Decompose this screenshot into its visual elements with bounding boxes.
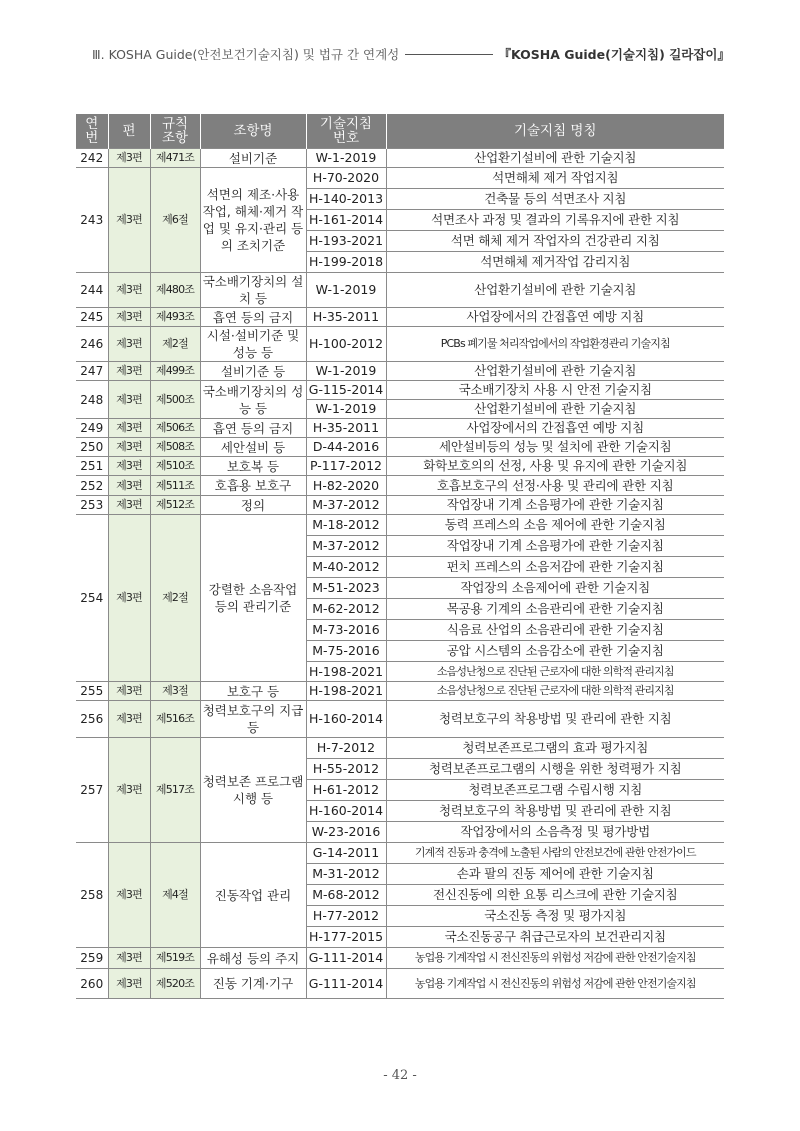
row-article-name: 설비기준 <box>200 149 306 168</box>
table-row <box>76 419 724 438</box>
row-article-name: 청력보존 프로그램 시행 등 <box>200 738 306 843</box>
guide-title: 소음성난청으로 진단된 근로자에 대한 의학적 관리지침 <box>386 662 724 682</box>
row-number: 254 <box>76 515 108 682</box>
row-number: 249 <box>76 419 108 438</box>
row-rule-article: 제506조 <box>150 419 200 438</box>
guide-title: 청력보존프로그램의 효과 평가지침 <box>386 738 724 759</box>
guide-number: G-111-2014 <box>306 948 386 969</box>
row-article-name: 보호복 등 <box>200 457 306 476</box>
row-number: 260 <box>76 969 108 999</box>
row-number: 248 <box>76 381 108 419</box>
row-number: 246 <box>76 327 108 362</box>
row-number: 242 <box>76 149 108 168</box>
row-rule-article: 제519조 <box>150 948 200 969</box>
row-article-name: 세안설비 등 <box>200 438 306 457</box>
col-header-guide-number: 기술지침 번호 <box>306 114 386 149</box>
row-article-name: 국소배기장치의 성능 등 <box>200 381 306 419</box>
guide-number: M-73-2016 <box>306 620 386 641</box>
guide-number: G-111-2014 <box>306 969 386 999</box>
guide-title: 산업환기설비에 관한 기술지침 <box>386 362 724 381</box>
row-rule-article: 제4절 <box>150 843 200 948</box>
guide-title: 화학보호의의 선정, 사용 및 유지에 관한 기술지침 <box>386 457 724 476</box>
guide-number: P-117-2012 <box>306 457 386 476</box>
guide-number: H-193-2021 <box>306 231 386 252</box>
guide-number: W-1-2019 <box>306 362 386 381</box>
row-rule-article: 제516조 <box>150 701 200 738</box>
col-header-article-name: 조항명 <box>200 114 306 149</box>
row-article-name: 흡연 등의 금지 <box>200 419 306 438</box>
guide-number: W-1-2019 <box>306 400 386 419</box>
row-pyeon: 제3편 <box>108 381 150 419</box>
row-rule-article: 제3절 <box>150 682 200 701</box>
row-article-name: 시설·설비기준 및 성능 등 <box>200 327 306 362</box>
row-article-name: 유해성 등의 주지 <box>200 948 306 969</box>
guide-number: H-77-2012 <box>306 906 386 927</box>
guide-number: M-62-2012 <box>306 599 386 620</box>
guide-number: M-18-2012 <box>306 515 386 536</box>
guide-number: H-55-2012 <box>306 759 386 780</box>
col-header-no: 연 번 <box>76 114 108 149</box>
row-article-name: 국소배기장치의 설치 등 <box>200 273 306 308</box>
header-book-title: 『KOSHA Guide(기술지침) 길라잡이』 <box>498 47 730 62</box>
guide-number: H-70-2020 <box>306 168 386 189</box>
row-pyeon: 제3편 <box>108 738 150 843</box>
row-number: 258 <box>76 843 108 948</box>
row-pyeon: 제3편 <box>108 168 150 273</box>
row-article-name: 호흡용 보호구 <box>200 476 306 496</box>
table-row <box>76 948 724 969</box>
guide-number: H-198-2021 <box>306 662 386 682</box>
row-rule-article: 제2절 <box>150 327 200 362</box>
guide-number: H-61-2012 <box>306 780 386 801</box>
guide-title: 청력보존프로그램 수립시행 지침 <box>386 780 724 801</box>
table-row <box>76 701 724 738</box>
guide-number: G-115-2014 <box>306 381 386 400</box>
guide-number: M-51-2023 <box>306 578 386 599</box>
guide-title: 국소배기장치 사용 시 안전 기술지침 <box>386 381 724 400</box>
header-section-title: Ⅲ. KOSHA Guide(안전보건기술지침) 및 법규 간 연계성 <box>92 47 400 62</box>
row-rule-article: 제510조 <box>150 457 200 476</box>
guide-title: 소음성난청으로 진단된 근로자에 대한 의학적 관리지침 <box>386 682 724 701</box>
table-row <box>76 738 724 759</box>
guide-number: M-68-2012 <box>306 885 386 906</box>
guide-mapping-table <box>76 114 724 999</box>
guide-title: 목공용 기계의 소음관리에 관한 기술지침 <box>386 599 724 620</box>
running-header <box>92 44 730 64</box>
table-row <box>76 682 724 701</box>
row-pyeon: 제3편 <box>108 457 150 476</box>
page-number: - 42 - <box>383 1068 417 1083</box>
row-pyeon: 제3편 <box>108 701 150 738</box>
guide-title: 작업장내 기계 소음평가에 관한 기술지침 <box>386 496 724 515</box>
row-number: 244 <box>76 273 108 308</box>
guide-title: 산업환기설비에 관한 기술지침 <box>386 400 724 419</box>
guide-title: 국소진동공구 취급근로자의 보건관리지침 <box>386 927 724 948</box>
row-pyeon: 제3편 <box>108 843 150 948</box>
row-article-name: 강렬한 소음작업 등의 관리기준 <box>200 515 306 682</box>
table-row <box>76 273 724 308</box>
guide-number: H-82-2020 <box>306 476 386 496</box>
guide-title: 손과 팔의 진동 제어에 관한 기술지침 <box>386 864 724 885</box>
guide-number: H-198-2021 <box>306 682 386 701</box>
row-pyeon: 제3편 <box>108 419 150 438</box>
guide-number: M-37-2012 <box>306 536 386 557</box>
guide-title: 산업환기설비에 관한 기술지침 <box>386 273 724 308</box>
guide-title: 청력보존프로그램의 시행을 위한 청력평가 지침 <box>386 759 724 780</box>
row-article-name: 정의 <box>200 496 306 515</box>
row-article-name: 보호구 등 <box>200 682 306 701</box>
row-rule-article: 제2절 <box>150 515 200 682</box>
row-number: 253 <box>76 496 108 515</box>
row-number: 243 <box>76 168 108 273</box>
row-article-name: 설비기준 등 <box>200 362 306 381</box>
row-pyeon: 제3편 <box>108 515 150 682</box>
row-number: 247 <box>76 362 108 381</box>
guide-title: 석면조사 과정 및 결과의 기록유지에 관한 지침 <box>386 210 724 231</box>
col-header-guide-title: 기술지침 명칭 <box>386 114 724 149</box>
row-rule-article: 제493조 <box>150 308 200 327</box>
guide-number: H-7-2012 <box>306 738 386 759</box>
row-rule-article: 제511조 <box>150 476 200 496</box>
guide-title: 석면해체 제거 작업지침 <box>386 168 724 189</box>
guide-title: 사업장에서의 간접흡연 예방 지침 <box>386 308 724 327</box>
guide-title: 동력 프레스의 소음 제어에 관한 기술지침 <box>386 515 724 536</box>
row-pyeon: 제3편 <box>108 273 150 308</box>
col-header-rule: 규칙 조항 <box>150 114 200 149</box>
guide-number: H-35-2011 <box>306 308 386 327</box>
guide-title: 전신진동에 의한 요통 리스크에 관한 기술지침 <box>386 885 724 906</box>
guide-number: H-160-2014 <box>306 801 386 822</box>
row-rule-article: 제471조 <box>150 149 200 168</box>
row-article-name: 진동 기계·기구 <box>200 969 306 999</box>
row-article-name: 진동작업 관리 <box>200 843 306 948</box>
guide-number: M-37-2012 <box>306 496 386 515</box>
row-number: 245 <box>76 308 108 327</box>
row-number: 250 <box>76 438 108 457</box>
guide-title: PCBs 폐기물 처리작업에서의 작업환경관리 기술지침 <box>386 327 724 362</box>
row-number: 257 <box>76 738 108 843</box>
guide-title: 건축물 등의 석면조사 지침 <box>386 189 724 210</box>
row-pyeon: 제3편 <box>108 327 150 362</box>
guide-number: H-35-2011 <box>306 419 386 438</box>
table-row <box>76 327 724 362</box>
guide-number: W-1-2019 <box>306 149 386 168</box>
guide-number: D-44-2016 <box>306 438 386 457</box>
guide-title: 작업장의 소음제어에 관한 기술지침 <box>386 578 724 599</box>
table-row <box>76 308 724 327</box>
guide-number: M-75-2016 <box>306 641 386 662</box>
guide-number: H-100-2012 <box>306 327 386 362</box>
table-row <box>76 381 724 400</box>
guide-title: 청력보호구의 착용방법 및 관리에 관한 지침 <box>386 701 724 738</box>
row-rule-article: 제517조 <box>150 738 200 843</box>
guide-number: H-140-2013 <box>306 189 386 210</box>
row-pyeon: 제3편 <box>108 149 150 168</box>
row-rule-article: 제499조 <box>150 362 200 381</box>
guide-title: 산업환기설비에 관한 기술지침 <box>386 149 724 168</box>
row-number: 251 <box>76 457 108 476</box>
row-number: 259 <box>76 948 108 969</box>
guide-number: W-23-2016 <box>306 822 386 843</box>
guide-title: 작업장내 기계 소음평가에 관한 기술지침 <box>386 536 724 557</box>
guide-number: H-177-2015 <box>306 927 386 948</box>
table-row <box>76 149 724 168</box>
guide-title: 공압 시스템의 소음감소에 관한 기술지침 <box>386 641 724 662</box>
guide-number: H-160-2014 <box>306 701 386 738</box>
guide-title: 세안설비등의 성능 및 설치에 관한 기술지침 <box>386 438 724 457</box>
row-number: 252 <box>76 476 108 496</box>
header-rule <box>405 54 492 55</box>
row-pyeon: 제3편 <box>108 308 150 327</box>
row-rule-article: 제508조 <box>150 438 200 457</box>
guide-title: 사업장에서의 간접흡연 예방 지침 <box>386 419 724 438</box>
row-pyeon: 제3편 <box>108 969 150 999</box>
row-rule-article: 제520조 <box>150 969 200 999</box>
table-row <box>76 362 724 381</box>
row-pyeon: 제3편 <box>108 438 150 457</box>
table-row <box>76 969 724 999</box>
table-row <box>76 438 724 457</box>
row-rule-article: 제480조 <box>150 273 200 308</box>
guide-title: 펀치 프레스의 소음저감에 관한 기술지침 <box>386 557 724 578</box>
table-body <box>76 149 724 999</box>
guide-title: 농업용 기계작업 시 전신진동의 위험성 저감에 관한 안전기술지침 <box>386 948 724 969</box>
guide-title: 석면 해체 제거 작업자의 건강관리 지침 <box>386 231 724 252</box>
table-row <box>76 843 724 864</box>
guide-title: 국소진동 측정 및 평가지침 <box>386 906 724 927</box>
row-rule-article: 제512조 <box>150 496 200 515</box>
guide-number: M-40-2012 <box>306 557 386 578</box>
row-article-name: 석면의 제조·사용 작업, 해체·제거 작업 및 유지·관리 등의 조치기준 <box>200 168 306 273</box>
col-header-pyeon: 편 <box>108 114 150 149</box>
table-row <box>76 476 724 496</box>
guide-title: 호흡보호구의 선정·사용 및 관리에 관한 지침 <box>386 476 724 496</box>
guide-number: H-161-2014 <box>306 210 386 231</box>
row-pyeon: 제3편 <box>108 476 150 496</box>
row-pyeon: 제3편 <box>108 496 150 515</box>
row-pyeon: 제3편 <box>108 682 150 701</box>
row-number: 255 <box>76 682 108 701</box>
table-row <box>76 168 724 189</box>
table-header-row <box>76 114 724 149</box>
guide-number: W-1-2019 <box>306 273 386 308</box>
guide-number: G-14-2011 <box>306 843 386 864</box>
row-pyeon: 제3편 <box>108 362 150 381</box>
table-row <box>76 457 724 476</box>
row-rule-article: 제6절 <box>150 168 200 273</box>
row-article-name: 청력보호구의 지급 등 <box>200 701 306 738</box>
guide-number: M-31-2012 <box>306 864 386 885</box>
row-rule-article: 제500조 <box>150 381 200 419</box>
row-number: 256 <box>76 701 108 738</box>
row-pyeon: 제3편 <box>108 948 150 969</box>
guide-title: 기계적 진동과 충격에 노출된 사람의 안전보건에 관한 안전가이드 <box>386 843 724 864</box>
guide-title: 작업장에서의 소음측정 및 평가방법 <box>386 822 724 843</box>
guide-title: 식음료 산업의 소음관리에 관한 기술지침 <box>386 620 724 641</box>
table-row <box>76 515 724 536</box>
row-article-name: 흡연 등의 금지 <box>200 308 306 327</box>
table-row <box>76 496 724 515</box>
guide-title: 석면해체 제거작업 감리지침 <box>386 252 724 273</box>
guide-title: 청력보호구의 착용방법 및 관리에 관한 지침 <box>386 801 724 822</box>
guide-number: H-199-2018 <box>306 252 386 273</box>
guide-title: 농업용 기계작업 시 전신진동의 위험성 저감에 관한 안전기술지침 <box>386 969 724 999</box>
